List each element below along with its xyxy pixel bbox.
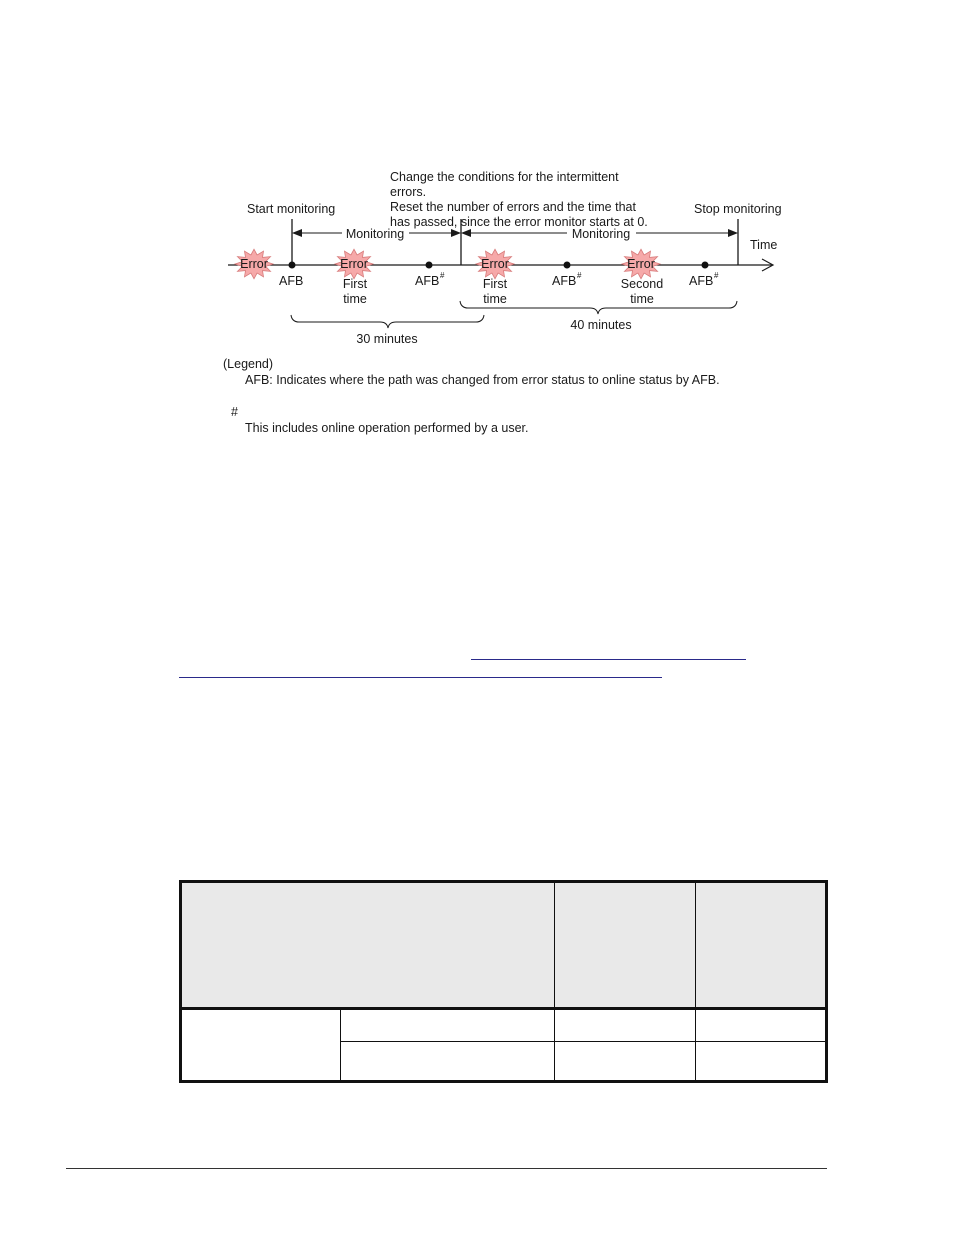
note-line-1: Change the conditions for the intermittent [390, 170, 619, 184]
table-header-row [181, 882, 827, 1009]
table-cell [181, 1009, 341, 1082]
afb-point-4 [702, 262, 709, 269]
table-cell [554, 1009, 696, 1042]
first-time-label-2a: First [482, 277, 508, 291]
note-line-4: has passed, since the error monitor starts at 0. [390, 215, 648, 229]
second-time-label-b: time [630, 292, 654, 306]
settings-table [179, 880, 828, 1083]
monitoring-label-1: Monitoring [345, 227, 405, 241]
error-burst-2-label: Error [340, 257, 368, 271]
second-time-label-a: Second [620, 277, 664, 291]
brace-30-minutes [291, 315, 484, 328]
table-cell [340, 1042, 554, 1082]
time-label: Time [750, 238, 778, 252]
error-burst-3 [476, 249, 514, 279]
error-burst-3-label: Error [481, 257, 509, 271]
afb-label-4: AFB [689, 274, 714, 288]
intermittent-error-timeline-diagram [0, 0, 954, 460]
afb-hash-2: # [440, 271, 445, 280]
table-row [181, 1009, 827, 1042]
error-burst-4-label: Error [627, 257, 655, 271]
first-time-label-2b: time [483, 292, 507, 306]
first-time-label-1a: First [342, 277, 368, 291]
afb-label-3: AFB [552, 274, 577, 288]
error-burst-2 [335, 249, 373, 279]
table-cell [696, 1009, 827, 1042]
afb-label-1: AFB [279, 274, 304, 288]
afb-hash-3: # [577, 271, 582, 280]
table-cell [340, 1009, 554, 1042]
footer-rule [66, 1168, 827, 1169]
monitoring-label-2: Monitoring [571, 227, 631, 241]
start-monitoring-label: Start monitoring [247, 202, 336, 216]
afb-point-2 [426, 262, 433, 269]
hyperlink-underline-1[interactable] [471, 659, 746, 660]
first-time-label-1b: time [343, 292, 367, 306]
afb-label-2: AFB [415, 274, 440, 288]
span-40-minutes-label: 40 minutes [570, 318, 632, 332]
table-header-cell [554, 882, 696, 1009]
table-cell [696, 1042, 827, 1082]
legend-afb-definition: AFB: Indicates where the path was changed from error status to online status by AFB. [245, 373, 720, 387]
table-header-cell [696, 882, 827, 1009]
legend-hash-definition: This includes online operation performed by a user. [245, 421, 529, 435]
span-30-minutes-label: 30 minutes [356, 332, 418, 346]
table-cell [554, 1042, 696, 1082]
error-burst-1 [235, 249, 273, 279]
hyperlink-underline-2[interactable] [179, 677, 662, 678]
error-burst-4 [622, 249, 660, 279]
table-header-cell [181, 882, 555, 1009]
note-line-3: Reset the number of errors and the time that [390, 200, 636, 214]
afb-point-1 [289, 262, 296, 269]
afb-point-3 [564, 262, 571, 269]
stop-monitoring-label: Stop monitoring [694, 202, 782, 216]
legend-title: (Legend) [223, 357, 274, 371]
afb-hash-4: # [714, 271, 719, 280]
note-line-2: errors. [390, 185, 427, 199]
error-burst-1-label: Error [240, 257, 268, 271]
legend-hash-symbol: # [231, 405, 238, 419]
